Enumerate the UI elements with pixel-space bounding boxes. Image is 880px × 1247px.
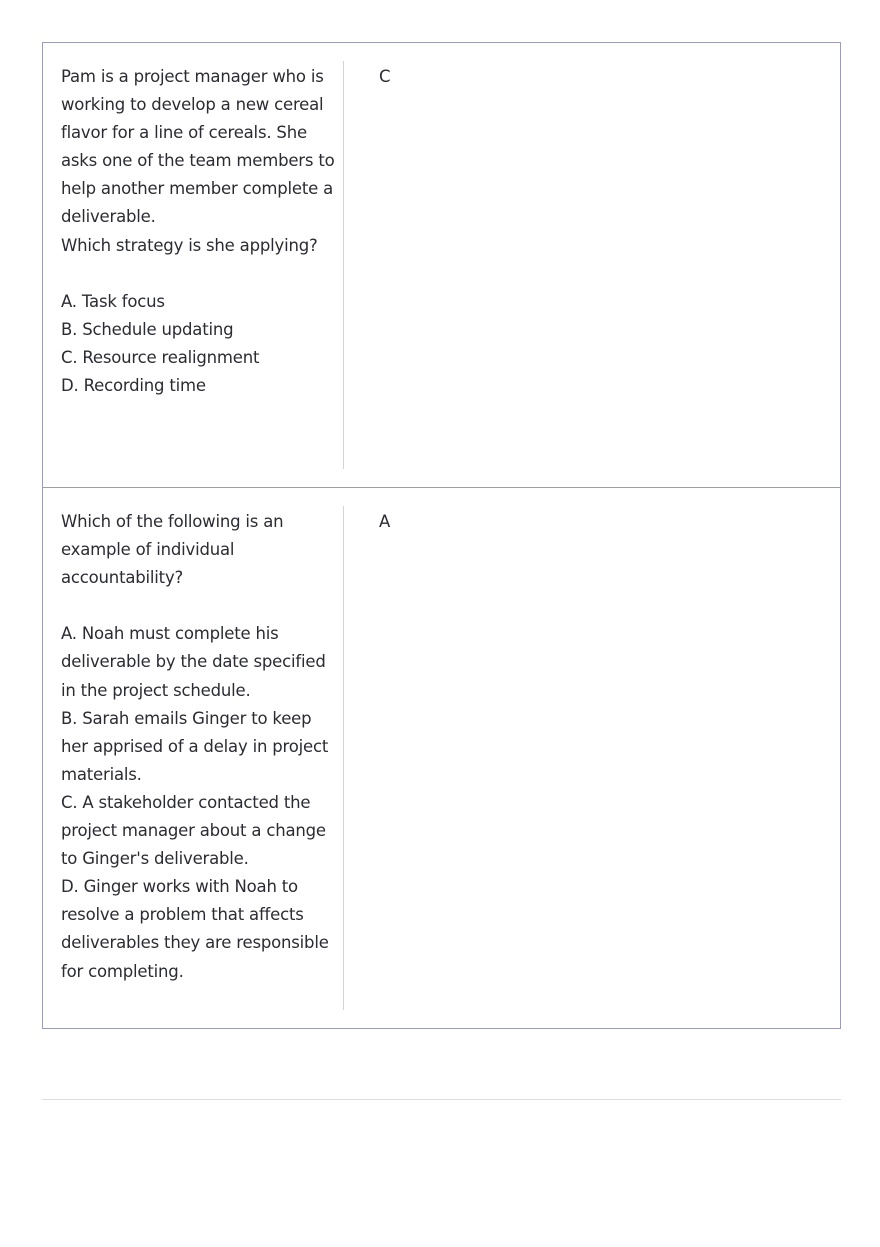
flashcard-definition — [344, 488, 840, 1028]
flashcard — [43, 43, 840, 487]
answer-text: C — [379, 67, 391, 86]
answer-text: A — [379, 512, 391, 531]
question-text: Pam is a project manager who is working to develop a new cereal flavor for a line of cereals. She asks one of the team members to help another member complete a deliverable. Which strategy is she applying? A. Task focus B. Schedule updating C. Resource realignment D. Recording time — [61, 67, 335, 396]
flashcard — [43, 487, 840, 1028]
question-text: Which of the following is an example of individual accountability? A. Noah must complete his deliverable by the date specified in the project schedule. B. Sarah emails Ginger to keep her apprised of a delay in project materials. C. A stakeholder contacted the project manager about a change to Ginger's deliverable. D. Ginger works with Noah to resolve a problem that affects deliverables they are responsible for completing. — [61, 512, 329, 981]
flashcard-definition — [344, 43, 840, 487]
flashcard-table — [42, 42, 841, 1029]
footer-divider — [42, 1099, 841, 1100]
flashcard-term — [43, 61, 344, 469]
flashcard-term — [43, 506, 344, 1010]
